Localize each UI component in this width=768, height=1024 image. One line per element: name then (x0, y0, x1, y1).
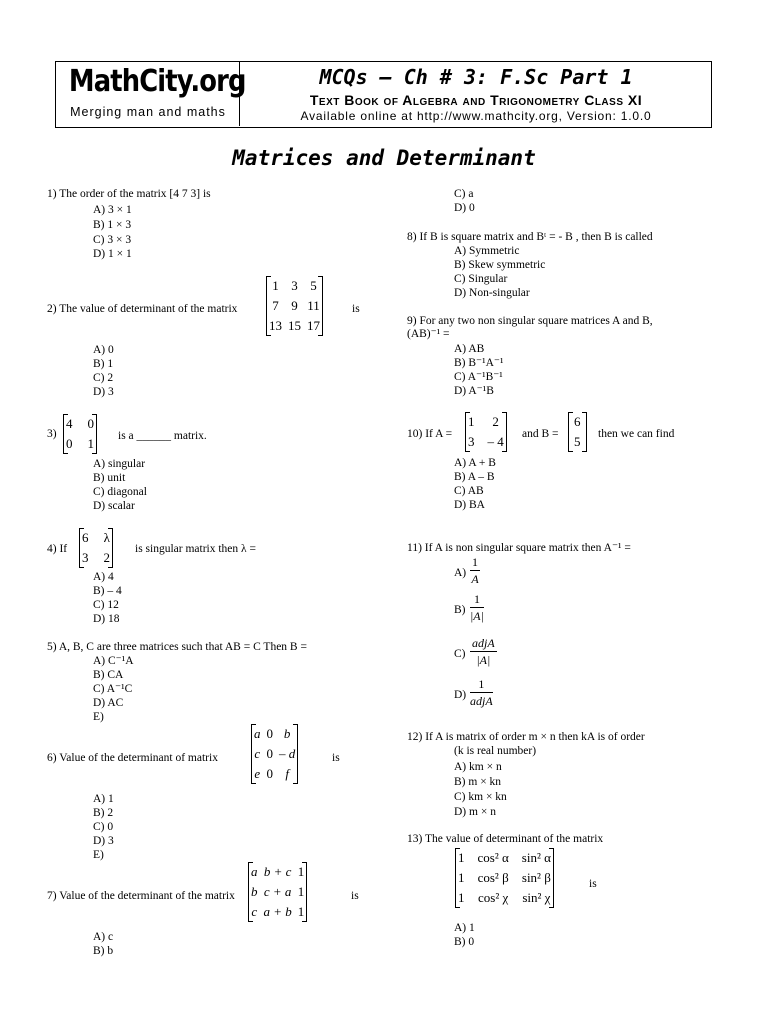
q1-option-d: D) 1 × 1 (93, 248, 132, 260)
q8-option-b: B) Skew symmetric (454, 259, 546, 271)
logo: MathCity.org (68, 64, 246, 99)
question-1: 1) The order of the matrix [4 7 3] is (47, 188, 211, 200)
q11-option-c-label: C) (454, 648, 466, 660)
q7-option-a: A) c (93, 931, 114, 943)
header-title: MCQs – Ch # 3: F.Sc Part 1 (319, 65, 633, 89)
question-9: 9) For any two non singular square matrices A and B, (407, 315, 653, 327)
question-9-line2: (AB)⁻¹ = (407, 328, 450, 340)
question-4-prefix: 4) If (47, 543, 68, 555)
question-10-mid: and B = (522, 428, 559, 440)
q10-matrix-b: 6 5 (568, 412, 587, 452)
q10-option-d: D) BA (454, 499, 485, 511)
q5-option-b: B) CA (93, 669, 124, 681)
q4-matrix: 6 λ 3 2 (79, 528, 113, 568)
q5-option-d: D) AC (93, 697, 124, 709)
q7-suffix: is (351, 890, 359, 902)
q4-option-c: C) 12 (93, 599, 119, 611)
q11-option-b-label: B) (454, 604, 466, 616)
q6-option-d: D) 3 (93, 835, 114, 847)
q10-matrix-a: 1 2 3 – 4 (465, 412, 507, 452)
q8-option-c: C) Singular (454, 273, 508, 285)
page-title: Matrices and Determinant (232, 146, 536, 170)
q9-option-a: A) AB (454, 343, 485, 355)
question-8: 8) If B is square matrix and Bᵗ = - B , then B is called (407, 231, 653, 243)
header-box (55, 61, 712, 128)
q7-option-c: C) a (454, 188, 474, 200)
q8-option-d: D) Non-singular (454, 287, 530, 299)
q5-option-c: C) A⁻¹C (93, 683, 133, 695)
q12-option-a: A) km × n (454, 761, 502, 773)
q10-option-c: C) AB (454, 485, 484, 497)
question-2: 2) The value of determinant of the matrix (47, 303, 238, 315)
q13-suffix: is (589, 878, 597, 890)
q2-option-c: C) 2 (93, 372, 114, 384)
q6-matrix: a 0 b c 0 – d e 0 f (251, 724, 298, 784)
q1-option-c: C) 3 × 3 (93, 234, 132, 246)
q5-option-a: A) C⁻¹A (93, 655, 134, 667)
q5-option-e: E) (93, 711, 104, 723)
header-online: Available online at http://www.mathcity.org, Version: 1.0.0 (300, 109, 652, 123)
q7-option-b: B) b (93, 945, 114, 957)
q12-option-b: B) m × kn (454, 776, 502, 788)
question-3: is a ______ matrix. (118, 430, 207, 442)
q11-option-b-fraction: $\frac{1}{|A|}$ (470, 592, 484, 623)
q11-option-d-label: D) (454, 689, 467, 701)
question-4: is singular matrix then λ = (135, 543, 256, 555)
q9-option-d: D) A⁻¹B (454, 385, 494, 397)
question-10: then we can find (598, 428, 675, 440)
q4-option-d: D) 18 (93, 613, 120, 625)
q6-option-c: C) 0 (93, 821, 114, 833)
tagline: Merging man and maths (70, 105, 226, 119)
question-5: 5) A, B, C are three matrices such that AB = C Then B = (47, 641, 307, 653)
q1-option-a: A) 3 × 1 (93, 204, 132, 216)
q7-option-d: D) 0 (454, 202, 475, 214)
q13-matrix: 1 cos² α sin² α 1 cos² β sin² β 1 cos² χ sin² χ (455, 848, 554, 908)
q3-option-b: B) unit (93, 472, 126, 484)
header-subtitle: Text Book of Algebra and Trigonometry Class XI (309, 92, 643, 108)
q6-option-a: A) 1 (93, 793, 114, 805)
q12-option-c: C) km × kn (454, 791, 507, 803)
q4-option-a: A) 4 (93, 571, 114, 583)
q9-option-b: B) B⁻¹A⁻¹ (454, 357, 504, 369)
q11-option-c-fraction: adjA |A| (472, 636, 495, 667)
q3-matrix: 4 0 0 1 (63, 414, 97, 454)
q12-option-d: D) m × n (454, 806, 496, 818)
q1-option-b: B) 1 × 3 (93, 219, 132, 231)
q4-option-b: B) – 4 (93, 585, 122, 597)
question-11: 11) If A is non singular square matrix then A⁻¹ = (407, 542, 631, 554)
question-6: 6) Value of the determinant of matrix (47, 752, 218, 764)
q13-option-b: B) 0 (454, 936, 475, 948)
q2-option-b: B) 1 (93, 358, 114, 370)
question-10-prefix: 10) If A = (407, 428, 453, 440)
q3-option-c: C) diagonal (93, 486, 147, 498)
q3-option-a: A) singular (93, 458, 146, 470)
q8-option-a: A) Symmetric (454, 245, 520, 257)
question-12-note: (k is real number) (454, 745, 537, 757)
q6-option-b: B) 2 (93, 807, 114, 819)
q10-option-b: B) A – B (454, 471, 495, 483)
q13-option-a: A) 1 (454, 922, 475, 934)
q3-option-d: D) scalar (93, 500, 135, 512)
question-7: 7) Value of the determinant of the matrix (47, 890, 235, 902)
question-13: 13) The value of determinant of the matrix (407, 833, 604, 845)
q2-option-a: A) 0 (93, 344, 114, 356)
question-3-prefix: 3) (47, 428, 57, 440)
q2-option-d: D) 3 (93, 386, 114, 398)
logo-cell (56, 62, 246, 126)
q2-suffix: is (352, 303, 360, 315)
q9-option-c: C) A⁻¹B⁻¹ (454, 371, 503, 383)
q11-option-a-fraction: $\frac{1}{A}$ (471, 555, 479, 586)
q11-option-d-fraction: 1 adjA (470, 677, 493, 708)
q10-option-a: A) A + B (454, 457, 496, 469)
q6-option-e: E) (93, 849, 104, 861)
q6-suffix: is (332, 752, 340, 764)
question-12: 12) If A is matrix of order m × n then kA is of order (407, 731, 645, 743)
q2-matrix: 1 3 5 7 9 11 13 15 17 (266, 276, 323, 336)
q11-option-a-label: A) (454, 567, 467, 579)
q7-matrix: a b + c 1 b c + a 1 c a + b 1 (248, 862, 307, 922)
